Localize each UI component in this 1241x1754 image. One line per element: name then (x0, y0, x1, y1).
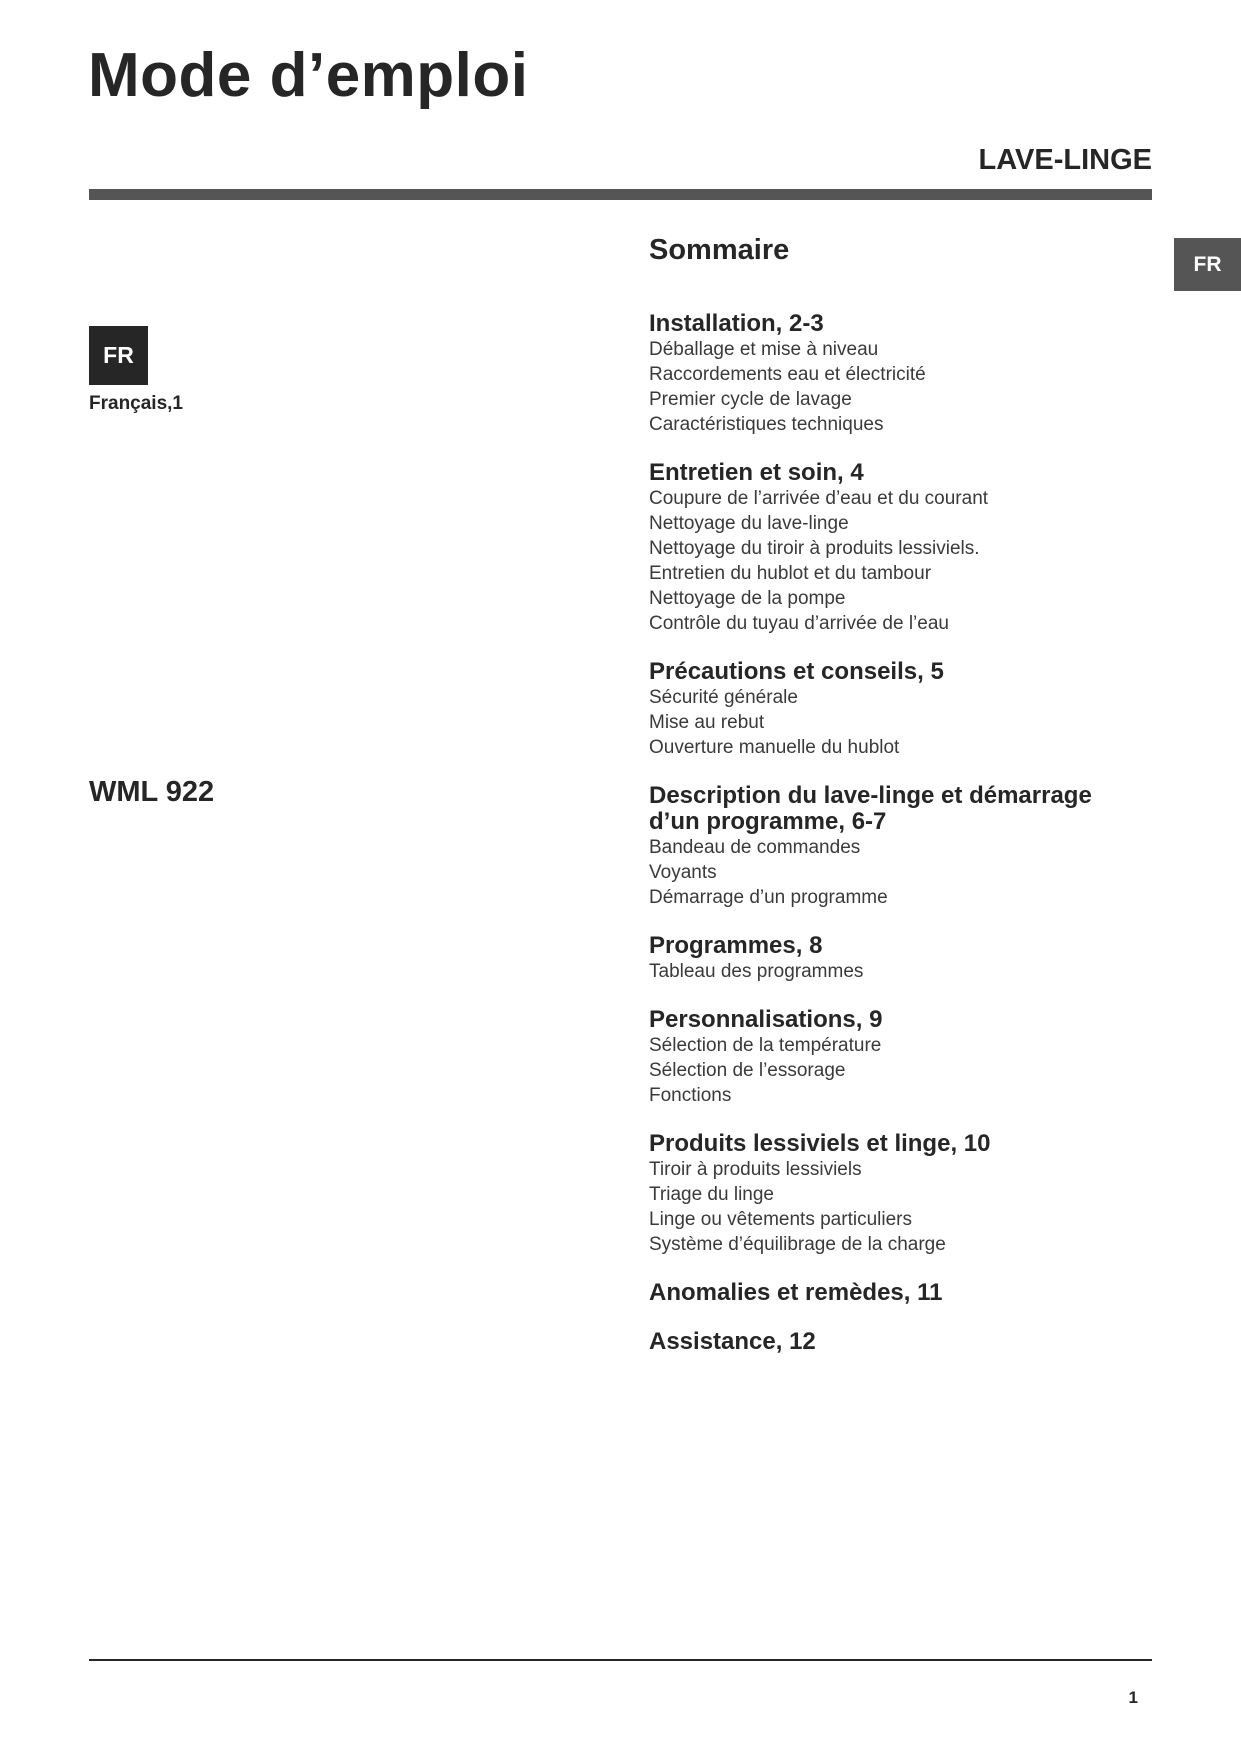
page-number: 1 (1128, 1688, 1138, 1707)
toc-heading: Produits lessiviels et linge, 10 (649, 1130, 991, 1157)
language-side-tab: FR (1174, 238, 1241, 291)
toc-section-personnalisations (649, 1007, 1149, 1108)
toc-heading: Précautions et conseils, 5 (649, 658, 944, 685)
toc-item: Raccordements eau et électricité (649, 364, 926, 385)
toc-item: Voyants (649, 862, 717, 883)
language-badge: FR (89, 326, 148, 385)
toc-section-entretien (649, 460, 1149, 636)
language-label: Français,1 (89, 393, 183, 414)
toc-item: Sélection de la température (649, 1035, 882, 1056)
page-title: Mode d’emploi (88, 41, 529, 110)
toc-heading: Description du lave-linge et démarrage (649, 782, 1092, 809)
header-divider (89, 189, 1152, 200)
toc-heading: Personnalisations, 9 (649, 1006, 883, 1033)
toc-section-precautions (649, 659, 1149, 760)
toc-section-produits (649, 1131, 1149, 1257)
toc-heading: Assistance, 12 (649, 1328, 816, 1355)
toc-section-installation (649, 311, 1149, 437)
toc-item: Nettoyage de la pompe (649, 588, 846, 609)
toc-section-programmes (649, 933, 1149, 984)
toc-item: Sélection de l’essorage (649, 1060, 846, 1081)
toc-section-anomalies (649, 1280, 1149, 1306)
toc-item: Triage du linge (649, 1184, 774, 1205)
footer-divider (89, 1659, 1152, 1661)
toc-item: Premier cycle de lavage (649, 389, 852, 410)
toc-item: Système d’équilibrage de la charge (649, 1234, 946, 1255)
toc-item: Ouverture manuelle du hublot (649, 737, 900, 758)
toc-item: Nettoyage du tiroir à produits lessiviels. (649, 538, 980, 559)
toc-item: Tableau des programmes (649, 961, 864, 982)
toc-item: Fonctions (649, 1085, 732, 1106)
toc-heading: Programmes, 8 (649, 932, 823, 959)
toc-heading: d’un programme, 6-7 (649, 808, 887, 835)
toc-section-assistance (649, 1329, 1149, 1355)
toc-item: Déballage et mise à niveau (649, 339, 879, 360)
toc-item: Démarrage d’un programme (649, 887, 888, 908)
toc-item: Coupure de l’arrivée d’eau et du courant (649, 488, 989, 509)
toc-heading: Installation, 2-3 (649, 310, 824, 337)
toc-title: Sommaire (649, 234, 790, 266)
model-number: WML 922 (89, 776, 215, 808)
toc-heading: Entretien et soin, 4 (649, 459, 864, 486)
toc-heading: Anomalies et remèdes, 11 (649, 1279, 943, 1306)
toc-item: Entretien du hublot et du tambour (649, 563, 932, 584)
toc-item: Tiroir à produits lessiviels (649, 1159, 862, 1180)
toc-item: Caractéristiques techniques (649, 414, 884, 435)
toc-item: Sécurité générale (649, 687, 798, 708)
toc-item: Bandeau de commandes (649, 837, 861, 858)
toc-item: Linge ou vêtements particuliers (649, 1209, 912, 1230)
toc-item: Mise au rebut (649, 712, 765, 733)
product-type: LAVE-LINGE (978, 144, 1152, 176)
toc-section-description (649, 783, 1149, 910)
toc-item: Nettoyage du lave-linge (649, 513, 849, 534)
table-of-contents (649, 232, 1149, 1378)
toc-item: Contrôle du tuyau d’arrivée de l’eau (649, 613, 949, 634)
